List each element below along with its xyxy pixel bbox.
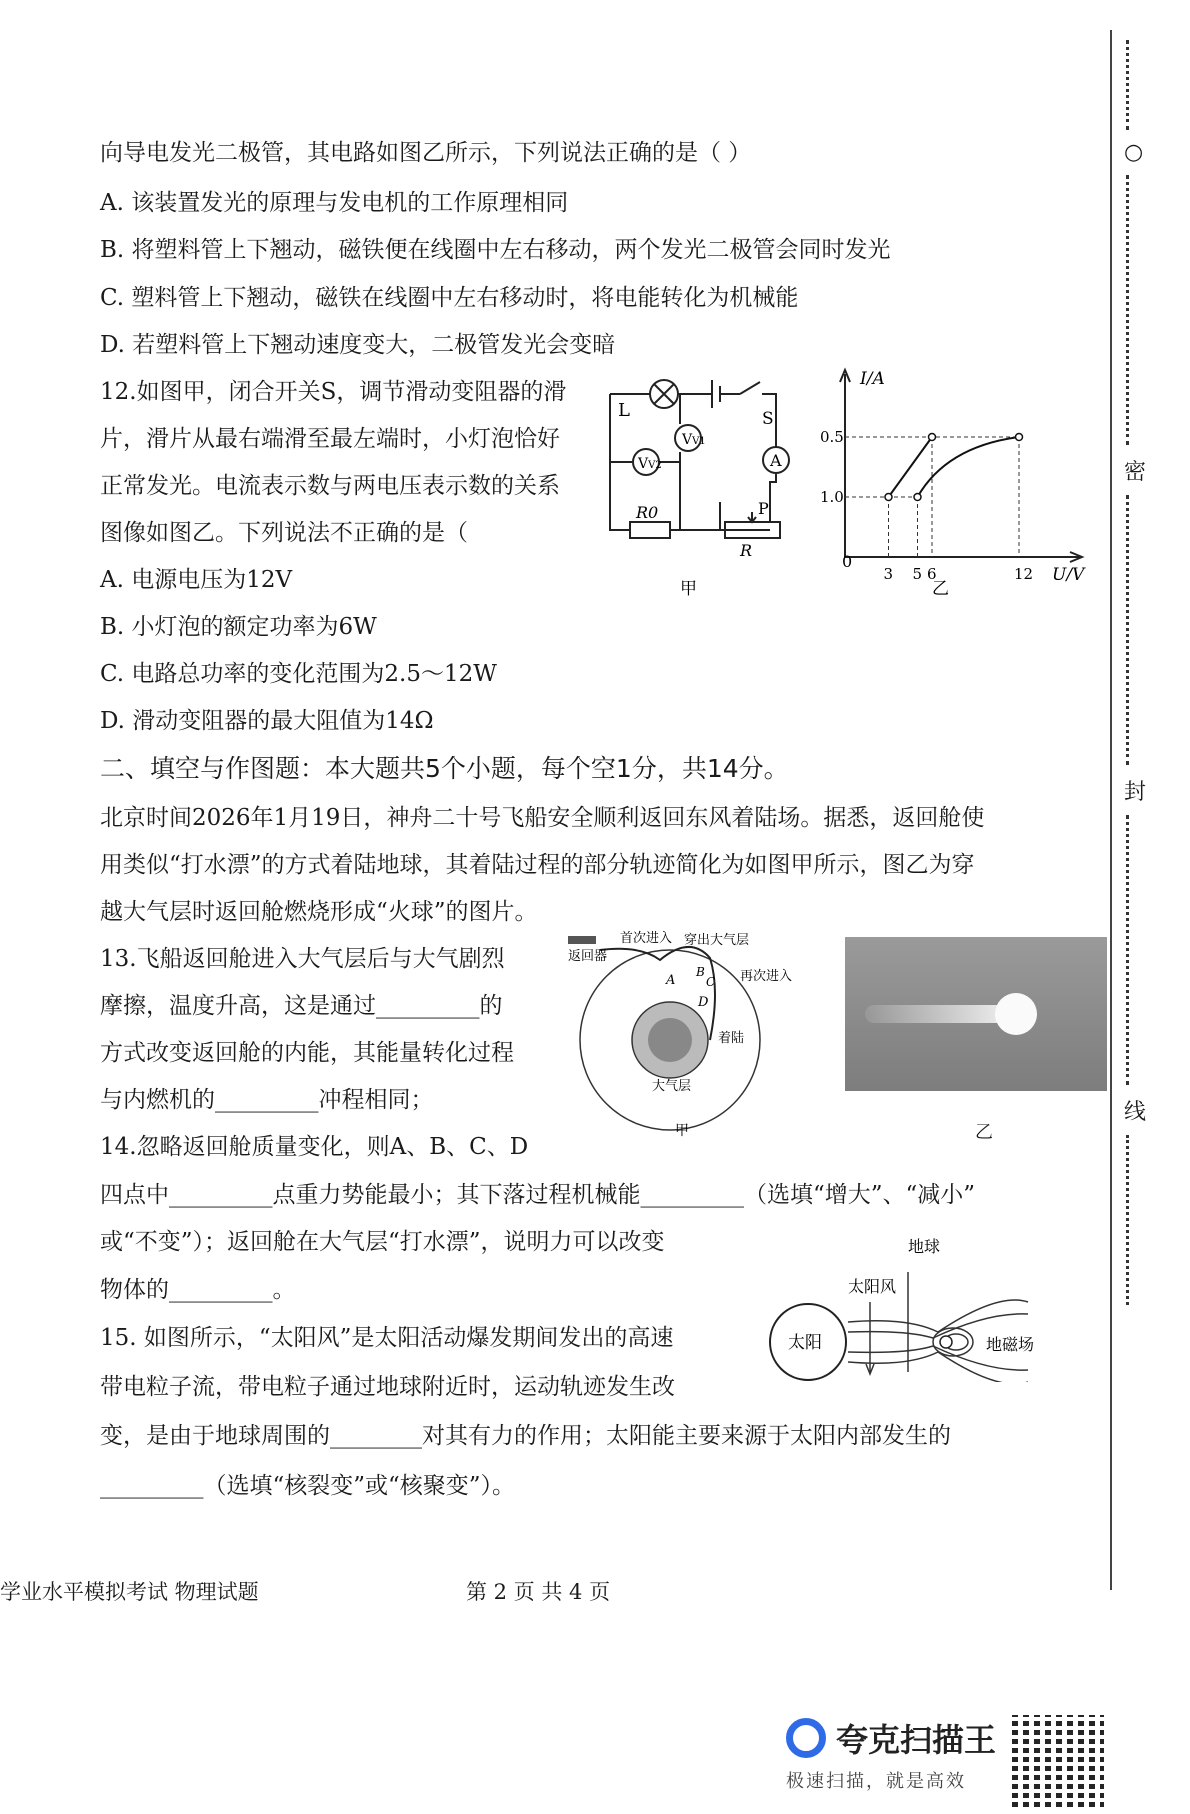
q14-line-4: 物体的_________。 (100, 1277, 296, 1303)
binding-seal-feng: 封 (1124, 780, 1147, 805)
point-c: C (706, 975, 716, 989)
data-point (885, 494, 892, 501)
x-tick-label: 12 (1014, 565, 1034, 583)
r0-label: R0 (636, 503, 659, 522)
graph-origin: 0 (842, 552, 853, 571)
field-label: 地磁场 (986, 1335, 1035, 1354)
binding-seal-mi: 密 (1124, 460, 1147, 485)
point-b: B (696, 965, 705, 979)
iu-graph (820, 362, 1090, 602)
q12-stem-3: 正常发光。电流表示数与两电压表示数的关系 (100, 473, 560, 499)
fireball-photo (845, 937, 1107, 1091)
y-tick-label: 0.5 (820, 428, 844, 446)
graph-ylabel: I/A (860, 369, 885, 389)
x-tick-label: 3 (883, 565, 894, 583)
circuit-caption: 甲 (680, 579, 697, 599)
binding-dots (1126, 495, 1135, 765)
switch-label: S (762, 409, 774, 429)
wind-label: 太阳风 (848, 1277, 897, 1296)
q12-option-d: D. 滑动变阻器的最大阻值为14Ω (100, 708, 434, 734)
qr-code-icon (1012, 1715, 1104, 1807)
q15-line-2: 带电粒子流，带电粒子通过地球附近时，运动轨迹发生改 (100, 1374, 675, 1400)
reentry-label: 返回器 (568, 949, 608, 964)
x-tick-label: 5 (912, 565, 923, 583)
scanner-title: 夸克扫描王 (836, 1721, 997, 1759)
q12-option-a: A. 电源电压为12V (100, 567, 293, 593)
binding-seal-xian: 线 (1124, 1100, 1147, 1125)
exit-label: 穿出大气层 (684, 933, 750, 948)
orbit-caption: 甲 (675, 1123, 689, 1139)
scanner-logo (786, 1715, 996, 1793)
scanner-slogan: 极速扫描，就是高效 (786, 1771, 966, 1792)
section2-heading: 二、填空与作图题：本大题共5个小题，每个空1分，共14分。 (100, 754, 789, 783)
point-a: A (666, 973, 676, 988)
x-tick-label: 6 (927, 565, 937, 583)
q14-line-1: 14.忽略返回舱质量变化，则A、B、C、D (100, 1134, 529, 1160)
voltmeter2-label: VV2 (638, 456, 662, 472)
binding-line (1110, 30, 1112, 1590)
voltmeter1-label: VV1 (682, 432, 706, 448)
binding-dots (1126, 175, 1135, 445)
binding-dots (1126, 815, 1135, 1085)
landing-label: 着陆 (718, 1031, 745, 1046)
q15-line-3: 变，是由于地球周围的________对其有力的作用；太阳能主要来源于太阳内部发生的 (100, 1423, 951, 1449)
ammeter-label: A (770, 451, 782, 470)
binding-dots (1126, 40, 1135, 130)
q12-stem-2: 片，滑片从最右端滑至最左端时，小灯泡恰好 (100, 426, 560, 452)
y-tick-label: 1.0 (820, 488, 844, 506)
data-point (914, 494, 921, 501)
q13-line-2: 摩擦，温度升高，这是通过_________的 (100, 993, 503, 1019)
lamp-label: L (618, 400, 630, 421)
scanner-icon (786, 1718, 826, 1758)
footer-exam-name: 学业水平模拟考试 物理试题 (0, 1580, 259, 1604)
q13-line-1: 13.飞船返回舱进入大气层后与大气剧烈 (100, 946, 505, 972)
section2-intro-1: 北京时间2026年1月19日，神舟二十号飞船安全顺利返回东风着陆场。据悉，返回舱使 (100, 805, 985, 831)
q14-line-2: 四点中_________点重力势能最小；其下落过程机械能_________（选填“增大”、“减小” (100, 1182, 976, 1208)
solar-wind-diagram (768, 1232, 1058, 1382)
q14-line-3: 或“不变”）；返回舱在大气层“打水漂”，说明力可以改变 (100, 1229, 665, 1255)
reentry-orbit-diagram (560, 930, 810, 1140)
q11-option-c: C. 塑料管上下翘动，磁铁在线圈中左右移动时，将电能转化为机械能 (100, 285, 799, 311)
graph-caption: 乙 (932, 579, 949, 599)
capsule-icon (568, 936, 596, 944)
rheostat-label: R (740, 541, 753, 560)
circuit-diagram (600, 372, 810, 602)
series-line (889, 437, 933, 497)
q11-option-d: D. 若塑料管上下翘动速度变大，二极管发光会变暗 (100, 332, 616, 358)
q12-option-b: B. 小灯泡的额定功率为6W (100, 614, 377, 640)
q15-line-1: 15. 如图所示，“太阳风”是太阳活动爆发期间发出的高速 (100, 1325, 674, 1351)
first-entry-label: 首次进入 (620, 931, 673, 946)
section2-intro-3: 越大气层时返回舱燃烧形成“火球”的图片。 (100, 899, 538, 925)
binding-circle: ○ (1124, 140, 1144, 165)
atmosphere-label: 大气层 (652, 1079, 692, 1094)
q12-stem-4: 图像如图乙。下列说法不正确的是（ (100, 520, 468, 546)
section2-intro-2: 用类似“打水漂”的方式着陆地球，其着陆过程的部分轨迹简化为如图甲所示，图乙为穿 (100, 852, 975, 878)
footer-page-number: 第 2 页 共 4 页 (466, 1580, 611, 1604)
earth-label: 地球 (908, 1237, 941, 1256)
second-entry-label: 再次进入 (740, 969, 793, 984)
series-curve (918, 437, 1020, 497)
q13-line-4: 与内燃机的_________冲程相同； (100, 1087, 434, 1113)
q11-option-a: A. 该装置发光的原理与发电机的工作原理相同 (100, 190, 569, 216)
q12-option-c: C. 电路总功率的变化范围为2.5～12W (100, 661, 497, 687)
sun-label: 太阳 (788, 1333, 822, 1353)
graph-xlabel: U/V (1052, 565, 1085, 585)
q13-line-3: 方式改变返回舱的内能，其能量转化过程 (100, 1040, 514, 1066)
earth-icon (940, 1336, 952, 1348)
q11-option-b: B. 将塑料管上下翘动，磁铁便在线圈中左右移动，两个发光二极管会同时发光 (100, 237, 891, 263)
q12-stem-1: 12.如图甲，闭合开关S，调节滑动变阻器的滑 (100, 379, 567, 405)
q11-stem: 向导电发光二极管，其电路如图乙所示，下列说法正确的是（ ） (100, 140, 752, 166)
slider-label: P (758, 499, 769, 518)
data-point (929, 434, 936, 441)
data-point (1016, 434, 1023, 441)
point-d: D (698, 995, 709, 1010)
q15-line-4: _________（选填“核裂变”或“核聚变”）。 (100, 1473, 516, 1499)
binding-dots (1126, 1135, 1135, 1305)
photo-caption: 乙 (975, 1122, 993, 1143)
